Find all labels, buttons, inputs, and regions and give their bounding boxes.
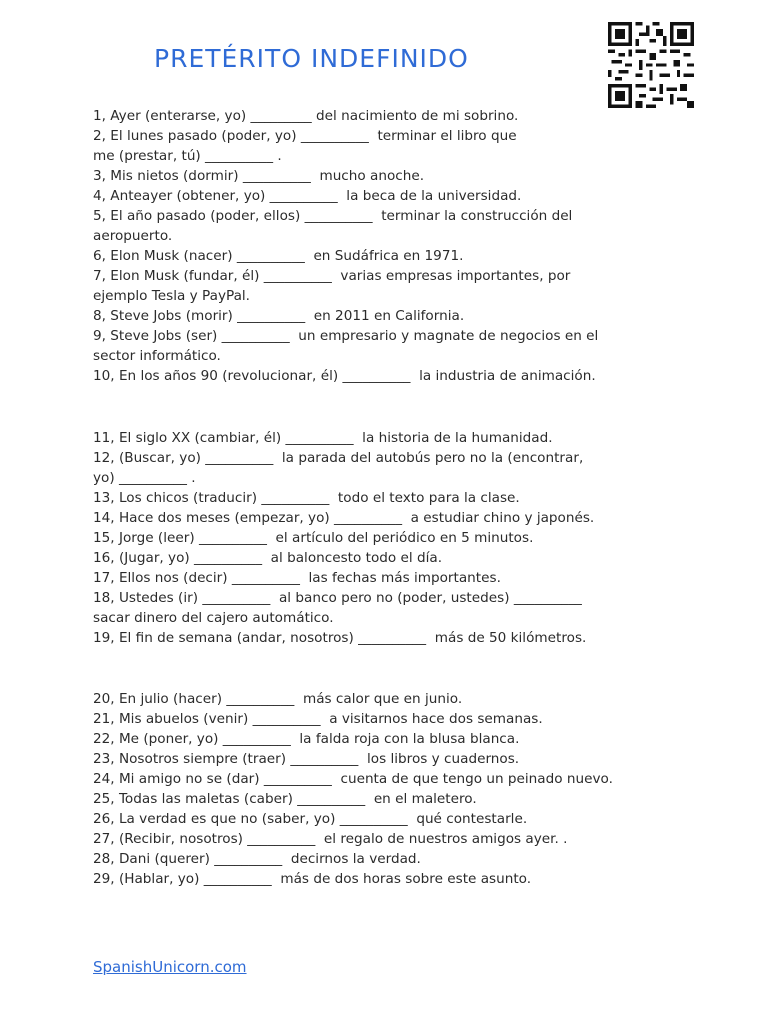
website-link[interactable]: SpanishUnicorn.com	[93, 958, 247, 976]
qr-code-icon	[606, 22, 696, 108]
exercise-line: 19, El fin de semana (andar, nosotros) __________ más de 50 kilómetros.	[93, 630, 587, 646]
exercise-line: 26, La verdad es que no (saber, yo) __________ qué contestarle.	[93, 811, 528, 827]
exercise-line: 21, Mis abuelos (venir) __________ a visitarnos hace dos semanas.	[93, 711, 543, 727]
exercise-line: 29, (Hablar, yo) __________ más de dos horas sobre este asunto.	[93, 871, 532, 887]
exercise-line: sector informático.	[93, 348, 221, 364]
exercise-line: 22, Me (poner, yo) __________ la falda roja con la blusa blanca.	[93, 731, 520, 747]
exercise-line: 6, Elon Musk (nacer) __________ en Sudáfrica en 1971.	[93, 248, 464, 264]
exercise-line: 23, Nosotros siempre (traer) __________ los libros y cuadernos.	[93, 751, 520, 767]
exercise-line: 28, Dani (querer) __________ decirnos la verdad.	[93, 851, 421, 867]
exercise-line: 7, Elon Musk (fundar, él) __________ varias empresas importantes, por	[93, 268, 571, 284]
page-title: PRETÉRITO INDEFINIDO	[154, 44, 469, 73]
exercise-line: 18, Ustedes (ir) __________ al banco pero no (poder, ustedes) __________	[93, 590, 582, 606]
exercise-line: 15, Jorge (leer) __________ el artículo del periódico en 5 minutos.	[93, 530, 534, 546]
exercise-line: 24, Mi amigo no se (dar) __________ cuenta de que tengo un peinado nuevo.	[93, 771, 613, 787]
exercise-line: 17, Ellos nos (decir) __________ las fechas más importantes.	[93, 570, 501, 586]
exercise-section-2	[93, 428, 693, 648]
exercise-section-1	[93, 106, 693, 386]
exercise-line: yo) __________ .	[93, 470, 196, 486]
exercise-line: 20, En julio (hacer) __________ más calor que en junio.	[93, 691, 463, 707]
exercise-line: ejemplo Tesla y PayPal.	[93, 288, 250, 304]
exercise-line: 3, Mis nietos (dormir) __________ mucho anoche.	[93, 168, 425, 184]
exercise-line: 12, (Buscar, yo) __________ la parada del autobús pero no la (encontrar,	[93, 450, 584, 466]
exercise-line: 25, Todas las maletas (caber) __________ en el maletero.	[93, 791, 477, 807]
exercise-section-3	[93, 689, 693, 889]
exercise-line: 9, Steve Jobs (ser) __________ un empresario y magnate de negocios en el	[93, 328, 599, 344]
exercise-line: 5, El año pasado (poder, ellos) __________ terminar la construcción del	[93, 208, 573, 224]
exercise-line: 4, Anteayer (obtener, yo) __________ la beca de la universidad.	[93, 188, 522, 204]
exercise-line: me (prestar, tú) __________ .	[93, 148, 282, 164]
exercise-line: 14, Hace dos meses (empezar, yo) __________ a estudiar chino y japonés.	[93, 510, 595, 526]
exercise-line: 2, El lunes pasado (poder, yo) __________ terminar el libro que	[93, 128, 517, 144]
exercise-line: 10, En los años 90 (revolucionar, él) __________ la industria de animación.	[93, 368, 596, 384]
exercise-line: 8, Steve Jobs (morir) __________ en 2011 en California.	[93, 308, 465, 324]
exercise-line: 1, Ayer (enterarse, yo) _________ del nacimiento de mi sobrino.	[93, 108, 519, 124]
exercise-line: 27, (Recibir, nosotros) __________ el regalo de nuestros amigos ayer. .	[93, 831, 568, 847]
exercise-line: 11, El siglo XX (cambiar, él) __________ la historia de la humanidad.	[93, 430, 553, 446]
exercise-line: sacar dinero del cajero automático.	[93, 610, 334, 626]
exercise-line: aeropuerto.	[93, 228, 173, 244]
exercise-line: 16, (Jugar, yo) __________ al baloncesto todo el día.	[93, 550, 443, 566]
exercise-line: 13, Los chicos (traducir) __________ todo el texto para la clase.	[93, 490, 520, 506]
